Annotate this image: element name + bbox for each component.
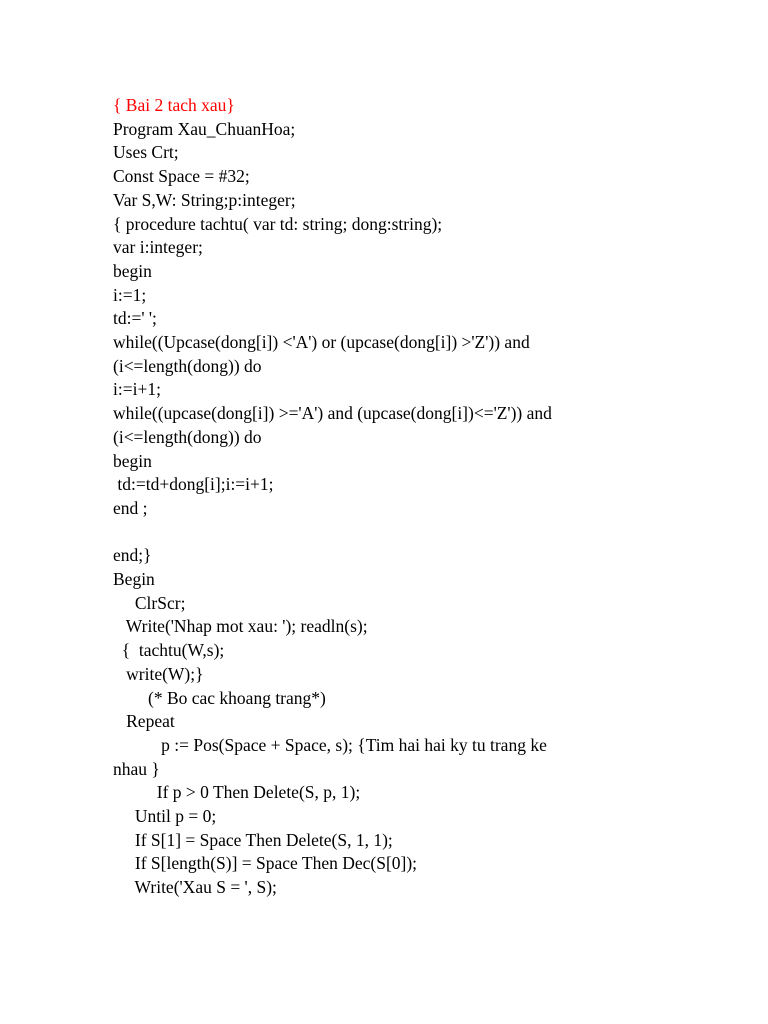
code-line-delete-double: If p > 0 Then Delete(S, p, 1); <box>113 782 361 803</box>
code-line-while-1-cont: (i<=length(dong)) do <box>113 355 262 376</box>
code-line-clrscr: ClrScr; <box>113 592 186 613</box>
code-line-uses: Uses Crt; <box>113 142 179 163</box>
code-line-local-var: var i:integer; <box>113 237 203 258</box>
code-line-repeat: Repeat <box>113 711 175 732</box>
code-line-inner-begin: begin <box>113 450 152 471</box>
code-line-pos: p := Pos(Space + Space, s); {Tim hai hai ky tu trang ke <box>113 734 547 755</box>
code-line-output: Write('Xau S = ', S); <box>113 877 277 898</box>
code-line-while-2-cont: (i<=length(dong)) do <box>113 426 262 447</box>
code-line-var: Var S,W: String;p:integer; <box>113 189 296 210</box>
code-line-blank <box>113 521 753 545</box>
code-line-pos-cont: nhau } <box>113 758 160 779</box>
code-comment-title: { Bai 2 tach xau} <box>113 95 235 115</box>
code-line-while-2: while((upcase(dong[i]) >='A') and (upcase(dong[i])<='Z')) and <box>113 403 552 424</box>
code-line-comment-spaces: (* Bo cac khoang trang*) <box>113 687 326 708</box>
code-line-begin: begin <box>113 260 152 281</box>
code-line-call-tachtu: { tachtu(W,s); <box>113 640 225 661</box>
code-line-increment: i:=i+1; <box>113 379 161 400</box>
code-line-main-begin: Begin <box>113 569 155 590</box>
code-line-until: Until p = 0; <box>113 806 217 827</box>
code-line-init-i: i:=1; <box>113 284 147 305</box>
code-line-init-td: td:=' '; <box>113 308 157 329</box>
code-line-const: Const Space = #32; <box>113 166 250 187</box>
code-line-input: Write('Nhap mot xau: '); readln(s); <box>113 616 368 637</box>
code-line-trim-left: If S[1] = Space Then Delete(S, 1, 1); <box>113 829 393 850</box>
code-line-append: td:=td+dong[i];i:=i+1; <box>113 474 274 495</box>
code-line-proc-end: end;} <box>113 545 152 566</box>
pascal-code-listing <box>113 94 753 900</box>
code-line-program: Program Xau_ChuanHoa; <box>113 118 296 139</box>
code-line-write-w: write(W);} <box>113 663 204 684</box>
code-line-while-1: while((Upcase(dong[i]) <'A') or (upcase(dong[i]) >'Z')) and <box>113 332 530 353</box>
code-line-procedure: { procedure tachtu( var td: string; dong:string); <box>113 213 443 234</box>
code-line-trim-right: If S[length(S)] = Space Then Dec(S[0]); <box>113 853 418 874</box>
code-line-inner-end: end ; <box>113 497 148 518</box>
